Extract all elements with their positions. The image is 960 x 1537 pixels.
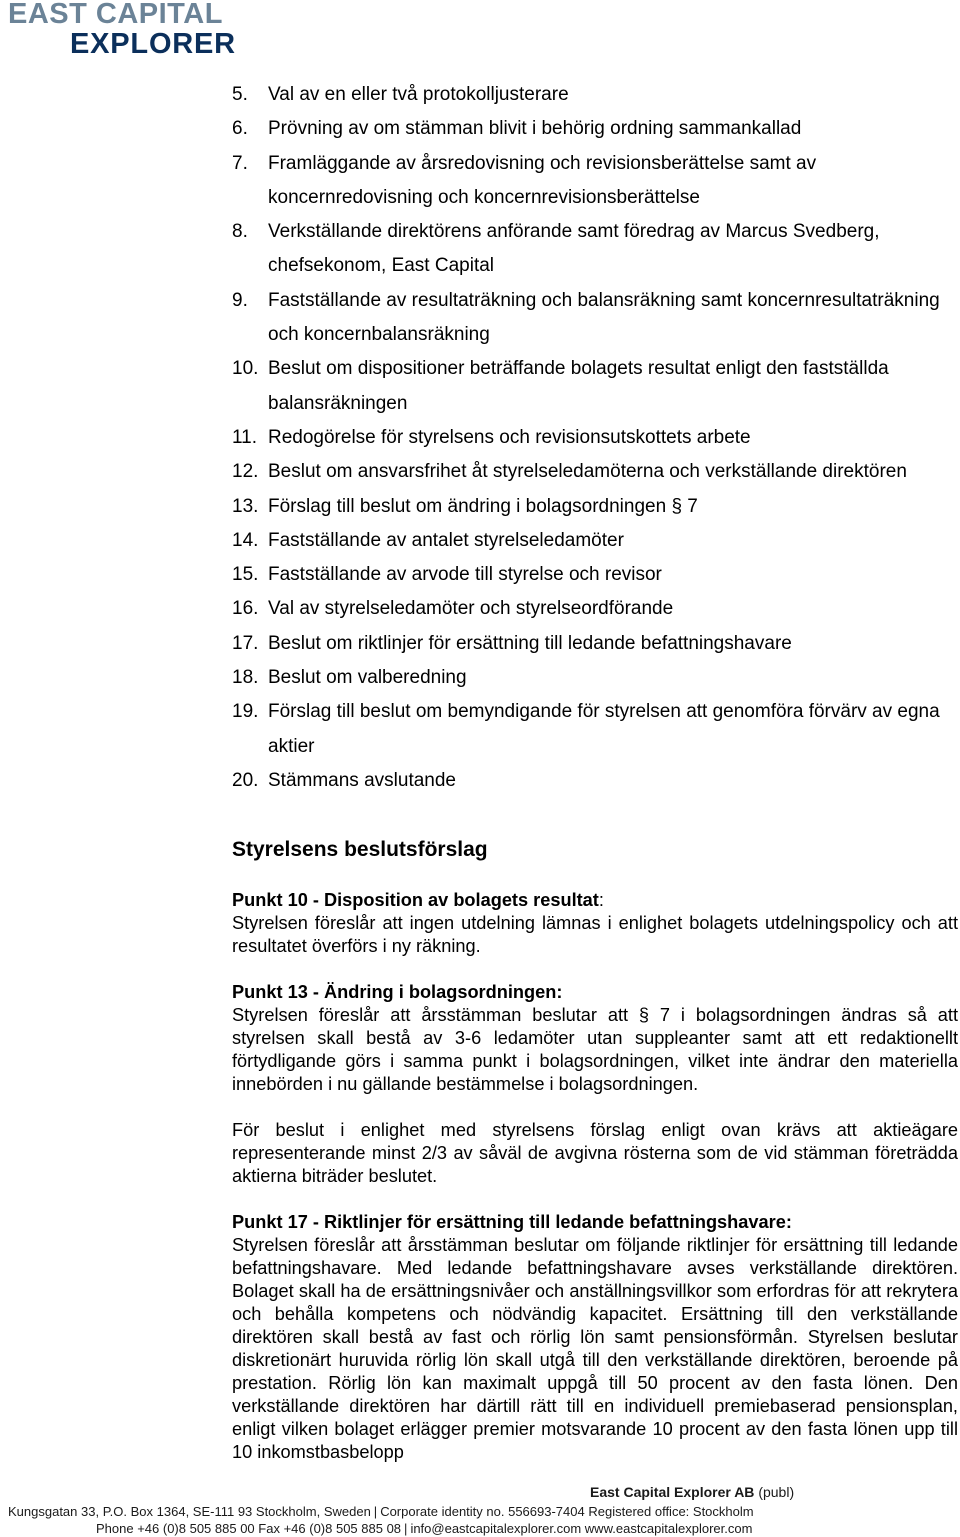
logo-line-1: EAST CAPITAL [8, 0, 223, 30]
agenda-item [232, 661, 952, 695]
agenda-item-text: Beslut om riktlinjer för ersättning till ledande befattningshavare [268, 632, 792, 654]
agenda-item [232, 147, 952, 216]
agenda-item-number: 14. [232, 529, 259, 551]
agenda-item-text: Val av en eller två protokolljusterare [268, 84, 569, 105]
company-name: East Capital Explorer AB [590, 1484, 755, 1500]
proposal-item-17 [232, 1211, 958, 1464]
agenda-item-text: Fastställande av resultaträkning och balansräkning samt koncernresultaträkning och koncernbalansräkning [268, 289, 940, 346]
footer-company-name [590, 1484, 794, 1500]
agenda-item [232, 284, 952, 353]
proposal-title-row [232, 889, 958, 912]
agenda-item-text: Förslag till beslut om bemyndigande för styrelsen att genomföra förvärv av egna aktier [268, 701, 940, 757]
agenda-item-number: 20. [232, 769, 259, 791]
agenda-item [232, 524, 952, 558]
proposal-title: Punkt 10 - Disposition av bolagets resultat [232, 890, 599, 910]
agenda-item-text: Beslut om dispositioner beträffande bolagets resultat enligt den fastställda balansräkningen [268, 358, 889, 414]
agenda-item-text: Beslut om ansvarsfrihet åt styrelseledamöterna och verkställande direktören [268, 461, 907, 483]
footer-line-1 [8, 1504, 754, 1519]
footer-line-2 [96, 1521, 752, 1536]
company-suffix: (publ) [758, 1484, 795, 1500]
footer-website[interactable]: www.eastcapitalexplorer.com [584, 1521, 753, 1536]
agenda-item-text: Förslag till beslut om ändring i bolagsordningen § 7 [268, 495, 698, 517]
agenda-item [232, 112, 952, 146]
agenda-item-number: 8. [232, 221, 248, 243]
section-heading: Styrelsens beslutsförslag [232, 838, 488, 861]
agenda-item-number: 16. [232, 598, 259, 620]
agenda-item-number: 5. [232, 84, 248, 105]
agenda-item [232, 455, 952, 489]
agenda-item [232, 215, 952, 284]
agenda-item-number: 19. [232, 701, 259, 723]
footer-separator: | [404, 1521, 408, 1536]
footer-fax: Fax +46 (0)8 505 885 08 [258, 1521, 402, 1536]
agenda-item-number: 7. [232, 152, 248, 174]
agenda-item [232, 558, 952, 592]
footer-phone: Phone +46 (0)8 505 885 00 [96, 1521, 255, 1536]
proposal-body: För beslut i enlighet med styrelsens förslag enligt ovan krävs att aktieägare representerande minst 2/3 av såväl de avgivna rösterna som de vid stämman företrädda aktierna biträder beslutet. [232, 1120, 958, 1186]
agenda-item [232, 627, 952, 661]
logo-line-2: EXPLORER [70, 28, 236, 60]
proposal-item-10 [232, 889, 958, 958]
agenda-item-text: Fastställande av antalet styrelseledamöter [268, 529, 624, 551]
agenda-item-number: 18. [232, 667, 259, 689]
proposal-body: Styrelsen föreslår att årsstämman beslutar att § 7 i bolagsordningen ändras så att styrelsen skall bestå av 3-6 ledamöter utan suppleanter samt att ett redaktionellt förtydligande görs i samma punkt i bolagsordningen, vilket inte ändrar den materiella innebörden i nu gällande bestämmelse i bolagsordningen. [232, 1005, 958, 1094]
proposal-title-colon: : [598, 890, 604, 910]
footer-registered-office: Registered office: Stockholm [588, 1504, 754, 1519]
agenda-item-text: Val av styrelseledamöter och styrelseordförande [268, 598, 674, 620]
agenda-list [232, 78, 952, 798]
proposal-title: Punkt 17 - Riktlinjer för ersättning till ledande befattningshavare: [232, 1212, 792, 1232]
agenda-item-text: Verkställande direktörens anförande samt föredrag av Marcus Svedberg, chefsekonom, East Capital [268, 221, 880, 277]
agenda-item-text: Stämmans avslutande [268, 769, 456, 791]
agenda-item [232, 695, 952, 764]
agenda-item-text: Redogörelse för styrelsens och revisionsutskottets arbete [268, 426, 751, 448]
agenda-item-text: Beslut om valberedning [268, 667, 467, 689]
agenda-item-text: Framläggande av årsredovisning och revisionsberättelse samt av koncernredovisning och koncernrevisionsberättelse [268, 152, 817, 208]
agenda-item [232, 490, 952, 524]
agenda-item-number: 17. [232, 632, 259, 654]
footer-separator: | [373, 1504, 378, 1519]
proposal-body: Styrelsen föreslår att ingen utdelning lämnas i enlighet bolagets utdelningspolicy och att resultatet överförs i ny räkning. [232, 913, 958, 956]
agenda-item-number: 12. [232, 461, 259, 483]
agenda-item [232, 78, 952, 112]
footer-address: Kungsgatan 33, P.O. Box 1364, SE-111 93 Stockholm, Sweden [8, 1504, 371, 1519]
footer-email[interactable]: info@eastcapitalexplorer.com [410, 1521, 582, 1536]
page-footer [0, 1484, 960, 1537]
company-logo [8, 0, 288, 60]
agenda-item-number: 11. [232, 426, 258, 448]
agenda-item [232, 421, 952, 455]
agenda-item [232, 352, 952, 421]
agenda-item-number: 6. [232, 118, 248, 140]
agenda-item-text: Prövning av om stämman blivit i behörig ordning sammankallad [268, 118, 802, 140]
board-proposals [232, 889, 958, 1487]
agenda-item [232, 764, 952, 798]
agenda-item-number: 15. [232, 564, 259, 586]
agenda-item-number: 9. [232, 289, 248, 311]
agenda-item-number: 10. [232, 358, 259, 380]
agenda-item [232, 592, 952, 626]
proposal-item-13 [232, 981, 958, 1188]
agenda-item-number: 13. [232, 495, 259, 517]
footer-corporate-id: Corporate identity no. 556693-7404 [380, 1504, 585, 1519]
proposal-title: Punkt 13 - Ändring i bolagsordningen: [232, 982, 563, 1002]
proposal-body: Styrelsen föreslår att årsstämman beslutar om följande riktlinjer för ersättning till ledande befattningshavare. Med ledande befattningshavare avses verkställande direktören. Bolaget skall ha de ersättningsnivåer och anställningsvillkor som erfordras för att rekrytera och behålla kompetens och nödvändig kapacitet. Ersättning till den verkställande direktören skall bestå av fast och rörlig lön samt pensionsförmån. Styrelsen beslutar diskretionärt huruvida rörlig lön skall utgå till den verkställande direktören, beroende på prestation. Rörlig lön kan maximalt uppgå till 50 procent av den fasta lönen. Den verkställande direktören har därtill rätt till en individuell premiebaserad pensionsplan, enligt vilken bolaget erlägger premier motsvarande 10 procent av den fasta lönen upp till 10 inkomstbasbelopp [232, 1235, 958, 1462]
agenda-item-text: Fastställande av arvode till styrelse och revisor [268, 564, 662, 586]
